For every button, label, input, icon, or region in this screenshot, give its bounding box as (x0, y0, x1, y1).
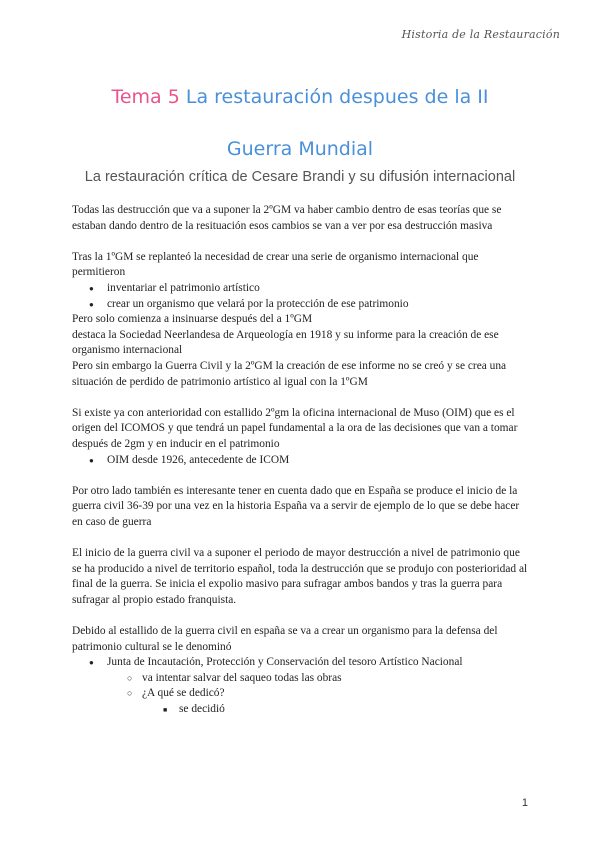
sub-list-item: ○ ¿A qué se dedicó? (72, 686, 530, 702)
paragraph-5: Por otro lado también es interesante tener en cuenta dado que en España se produce el inicio de la guerra civil 36-39 por una vez en la historia España va a servir de ejemplo de lo que se debe hacer en caso de guerra (72, 484, 520, 528)
document-body (72, 203, 530, 718)
list-item: ● Junta de Incautación, Protección y Conservación del tesoro Artístico Nacional (72, 655, 530, 671)
page-number: 1 (521, 797, 528, 809)
running-header: Historia de la Restauración (401, 28, 560, 41)
bullet-list-7 (72, 655, 530, 717)
paragraph-3c: Pero sin embargo la Guerra Civil y la 2ºGM la creación de ese informe no se creó y se crea una situación de perdido de patrimonio artístico al igual con la 1ºGM (72, 359, 507, 388)
list-item: ● inventariar el patrimonio artístico (72, 281, 530, 297)
document-title (60, 78, 540, 168)
bullet-list-4 (72, 453, 530, 469)
title-topic-text: La restauración despues de la II (185, 86, 489, 108)
sub-list-item: ○ va intentar salvar del saqueo todas las obras (72, 671, 530, 687)
title-topic-number: Tema 5 (111, 86, 180, 108)
paragraph-1: Todas las destrucción que va a suponer la 2ºGM va haber cambio dentro de esas teorías que se estaban dando dentro de la resituación esos cambios se van a ver por esa destrucción masiva (72, 204, 502, 232)
bullet-list-2 (72, 281, 530, 312)
paragraph-7: Debido al estallido de la guerra civil en españa se va a crear un organismo para la defensa del patrimonio cultural se le denominó (72, 625, 498, 653)
paragraph-2: Tras la 1ºGM se replanteó la necesidad de crear una serie de organismo internacional que permitieron (72, 250, 479, 279)
paragraph-6: El inicio de la guerra civil va a suponer el periodo de mayor destrucción a nivel de patrimonio que se ha producido a nivel de territorio español, toda la destrucción que se produjo con posterioridad al final de la guerra. Se inicia el expolio masivo para sufragar ambos bandos y tras la guerra para sufragar al propio estado franquista. (72, 547, 528, 606)
title-line-1 (60, 78, 540, 116)
list-item: ● OIM desde 1926, antecedente de ICOM (72, 453, 530, 469)
paragraph-3b: destaca la Sociedad Neerlandesa de Arqueología en 1918 y su informe para la creación de ese organismo internacional (72, 328, 499, 357)
title-line-2: Guerra Mundial (226, 138, 374, 160)
paragraph-3a: Pero solo comienza a insinuarse después del a 1ºGM (72, 313, 313, 326)
list-item: ● crear un organismo que velará por la protección de ese patrimonio (72, 297, 530, 313)
paragraph-4: Si existe ya con anterioridad con estallido 2ºgm la oficina internacional de Muso (OIM) que es el origen del ICOMOS y que tendrá un papel fundamental a la ora de las decisiones que van a tomar después de 2gm y en inducir en el patrimonio (72, 406, 518, 450)
document-subtitle: La restauración crítica de Cesare Brandi y su difusión internacional (84, 169, 516, 185)
sub-sub-list-item: ■ se decidió (72, 702, 530, 718)
